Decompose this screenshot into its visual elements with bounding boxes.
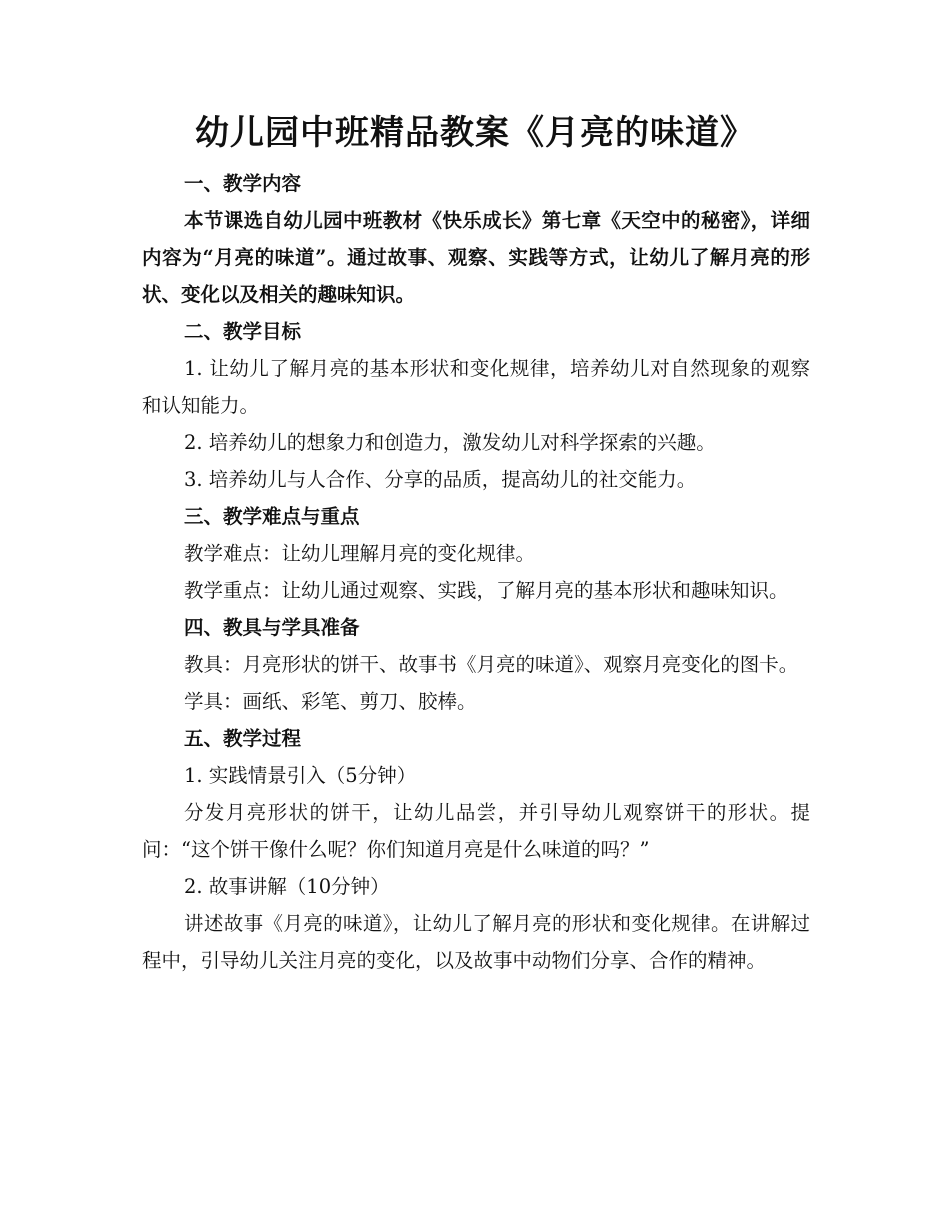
process-step-1-title: 1. 实践情景引入（5分钟） <box>184 764 417 787</box>
process-step-2-title: 2. 故事讲解（10分钟） <box>184 875 390 898</box>
section-heading-teaching-content: 一、教学内容 <box>184 172 302 195</box>
objective-item-3: 3. 培养幼儿与人合作、分享的品质，提高幼儿的社交能力。 <box>184 468 697 491</box>
objective-item-2: 2. 培养幼儿的想象力和创造力，激发幼儿对科学探索的兴趣。 <box>184 431 716 454</box>
process-step-1-body: 分发月亮形状的饼干，让幼儿品尝，并引导幼儿观察饼干的形状。提问：“这个饼干像什么呢？你们知道月亮是什么味道的吗？” <box>142 801 810 861</box>
teaching-key-point: 教学重点：让幼儿通过观察、实践，了解月亮的基本形状和趣味知识。 <box>184 579 789 602</box>
section-heading-difficulty-key-points: 三、教学难点与重点 <box>184 505 360 528</box>
section-heading-materials: 四、教具与学具准备 <box>184 616 360 639</box>
process-step-2-body: 讲述故事《月亮的味道》，让幼儿了解月亮的形状和变化规律。在讲解过程中，引导幼儿关注月亮的变化，以及故事中动物们分享、合作的精神。 <box>142 912 810 972</box>
teaching-difficulty: 教学难点：让幼儿理解月亮的变化规律。 <box>184 542 536 565</box>
learning-aids: 学具：画纸、彩笔、剪刀、胶棒。 <box>184 690 477 713</box>
section-heading-teaching-process: 五、教学过程 <box>184 727 302 750</box>
objective-item-1: 1. 让幼儿了解月亮的基本形状和变化规律，培养幼儿对自然现象的观察和认知能力。 <box>142 357 810 417</box>
document-title: 幼儿园中班精品教案《月亮的味道》 <box>195 113 755 153</box>
document-body <box>142 165 810 979</box>
section-heading-teaching-objectives: 二、教学目标 <box>184 320 302 343</box>
teaching-content-paragraph: 本节课选自幼儿园中班教材《快乐成长》第七章《天空中的秘密》，详细内容为“月亮的味道”。通过故事、观察、实践等方式，让幼儿了解月亮的形状、变化以及相关的趣味知识。 <box>142 209 810 306</box>
teaching-aids: 教具：月亮形状的饼干、故事书《月亮的味道》、观察月亮变化的图卡。 <box>184 653 799 676</box>
